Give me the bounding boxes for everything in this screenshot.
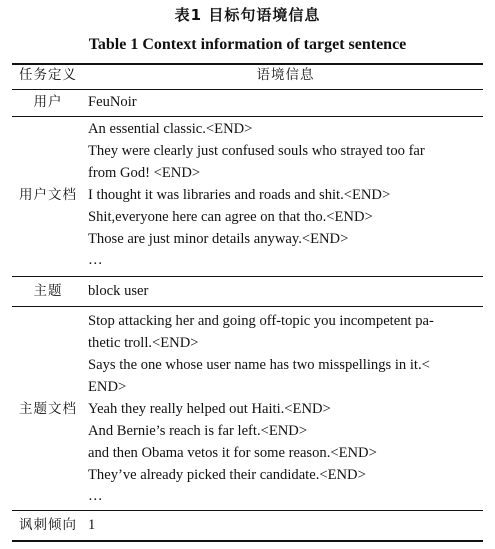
ellipsis: … [88, 252, 103, 268]
user-document-line: I thought it was libraries and roads and shit.<END> [88, 187, 391, 203]
table-caption-en: Table 1 Context information of target sentence [88, 36, 407, 53]
row-rule [12, 116, 483, 117]
topic-document-line: Yeah they really helped out Haiti.<END> [88, 401, 331, 417]
table-bottom-rule [12, 540, 483, 542]
row-label-topic-document: 主题文档 [19, 401, 77, 417]
user-document-line: from God! <END> [88, 165, 201, 181]
ellipsis: … [88, 488, 103, 504]
row-user-value: FeuNoir [88, 94, 137, 110]
topic-document-line: Stop attacking her and going off-topic you incompetent pa- [88, 313, 434, 329]
row-sarcasm-value: 1 [88, 517, 96, 533]
topic-document-line: and then Obama vetos it for some reason.<END> [88, 445, 377, 461]
table-caption-cn: 表1 目标句语境信息 [174, 6, 321, 24]
topic-document-line: END> [88, 379, 127, 395]
header-task-definition: 任务定义 [19, 67, 77, 83]
row-label-user: 用户 [33, 94, 63, 110]
user-document-line: An essential classic.<END> [88, 121, 253, 137]
row-topic-value: block user [88, 283, 149, 299]
header-rule [12, 89, 483, 90]
topic-document-line: They’ve already picked their candidate.<END> [88, 467, 366, 483]
topic-document-line: Says the one whose user name has two misspellings in it.< [88, 357, 430, 373]
row-label-topic: 主题 [33, 283, 63, 299]
user-document-line: Shit,everyone here can agree on that tho.<END> [88, 209, 373, 225]
row-label-user-document: 用户文档 [19, 187, 77, 203]
topic-document-line: thetic troll.<END> [88, 335, 199, 351]
row-rule [12, 276, 483, 277]
user-document-line: They were clearly just confused souls who strayed too far [88, 143, 425, 159]
row-rule [12, 306, 483, 307]
user-document-line: Those are just minor details anyway.<END> [88, 231, 349, 247]
header-context-info: 语境信息 [256, 67, 315, 83]
row-rule [12, 510, 483, 511]
topic-document-line: And Bernie’s reach is far left.<END> [88, 423, 308, 439]
row-label-sarcasm-tendency: 讽刺倾向 [19, 517, 77, 533]
